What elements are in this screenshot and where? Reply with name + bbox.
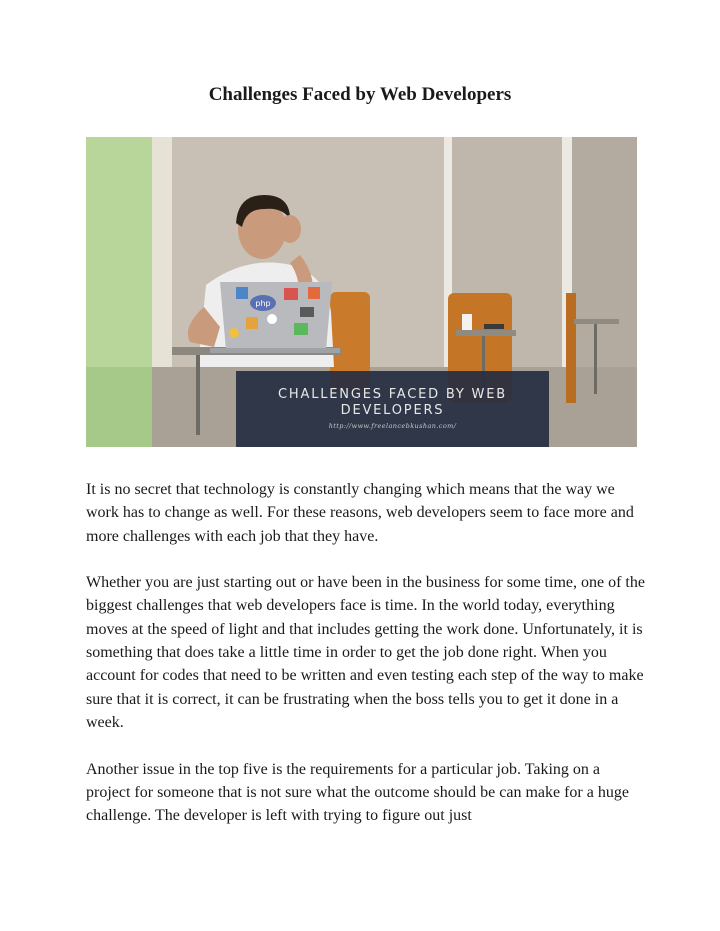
paragraph-time: Whether you are just starting out or have been in the business for some time, one of the biggest challenges that web developers face is time. In the world today, everything moves at the speed of light and that includes getting the work done. Unfortunately, it is something that does take a little time in order to get the job done right. When you account for codes that need to be written and even testing each step of the way to make sure that it is correct, it can be frustrating when the boss tells you to get it done in a week. [86, 574, 645, 731]
banner-url: http://www.freelancebkushan.com/ [328, 422, 457, 430]
paragraph-intro: It is no secret that technology is constantly changing which means that the way we work has to change as well. For these reasons, web developers seem to face more and more challenges with each job that they have. [86, 481, 634, 545]
paragraph-requirements: Another issue in the top five is the requirements for a particular job. Taking on a project for someone that is not sure what the outcome should be can make for a huge challenge. The developer is left with trying to figure out just [86, 760, 629, 825]
hero-banner [236, 371, 549, 447]
laptop-sticker-text: php [255, 299, 271, 308]
article-body [86, 478, 646, 851]
hero-image [86, 137, 637, 447]
banner-title: CHALLENGES FACED BY WEB DEVELOPERS [278, 387, 507, 418]
page-title: Challenges Faced by Web Developers [208, 84, 512, 105]
